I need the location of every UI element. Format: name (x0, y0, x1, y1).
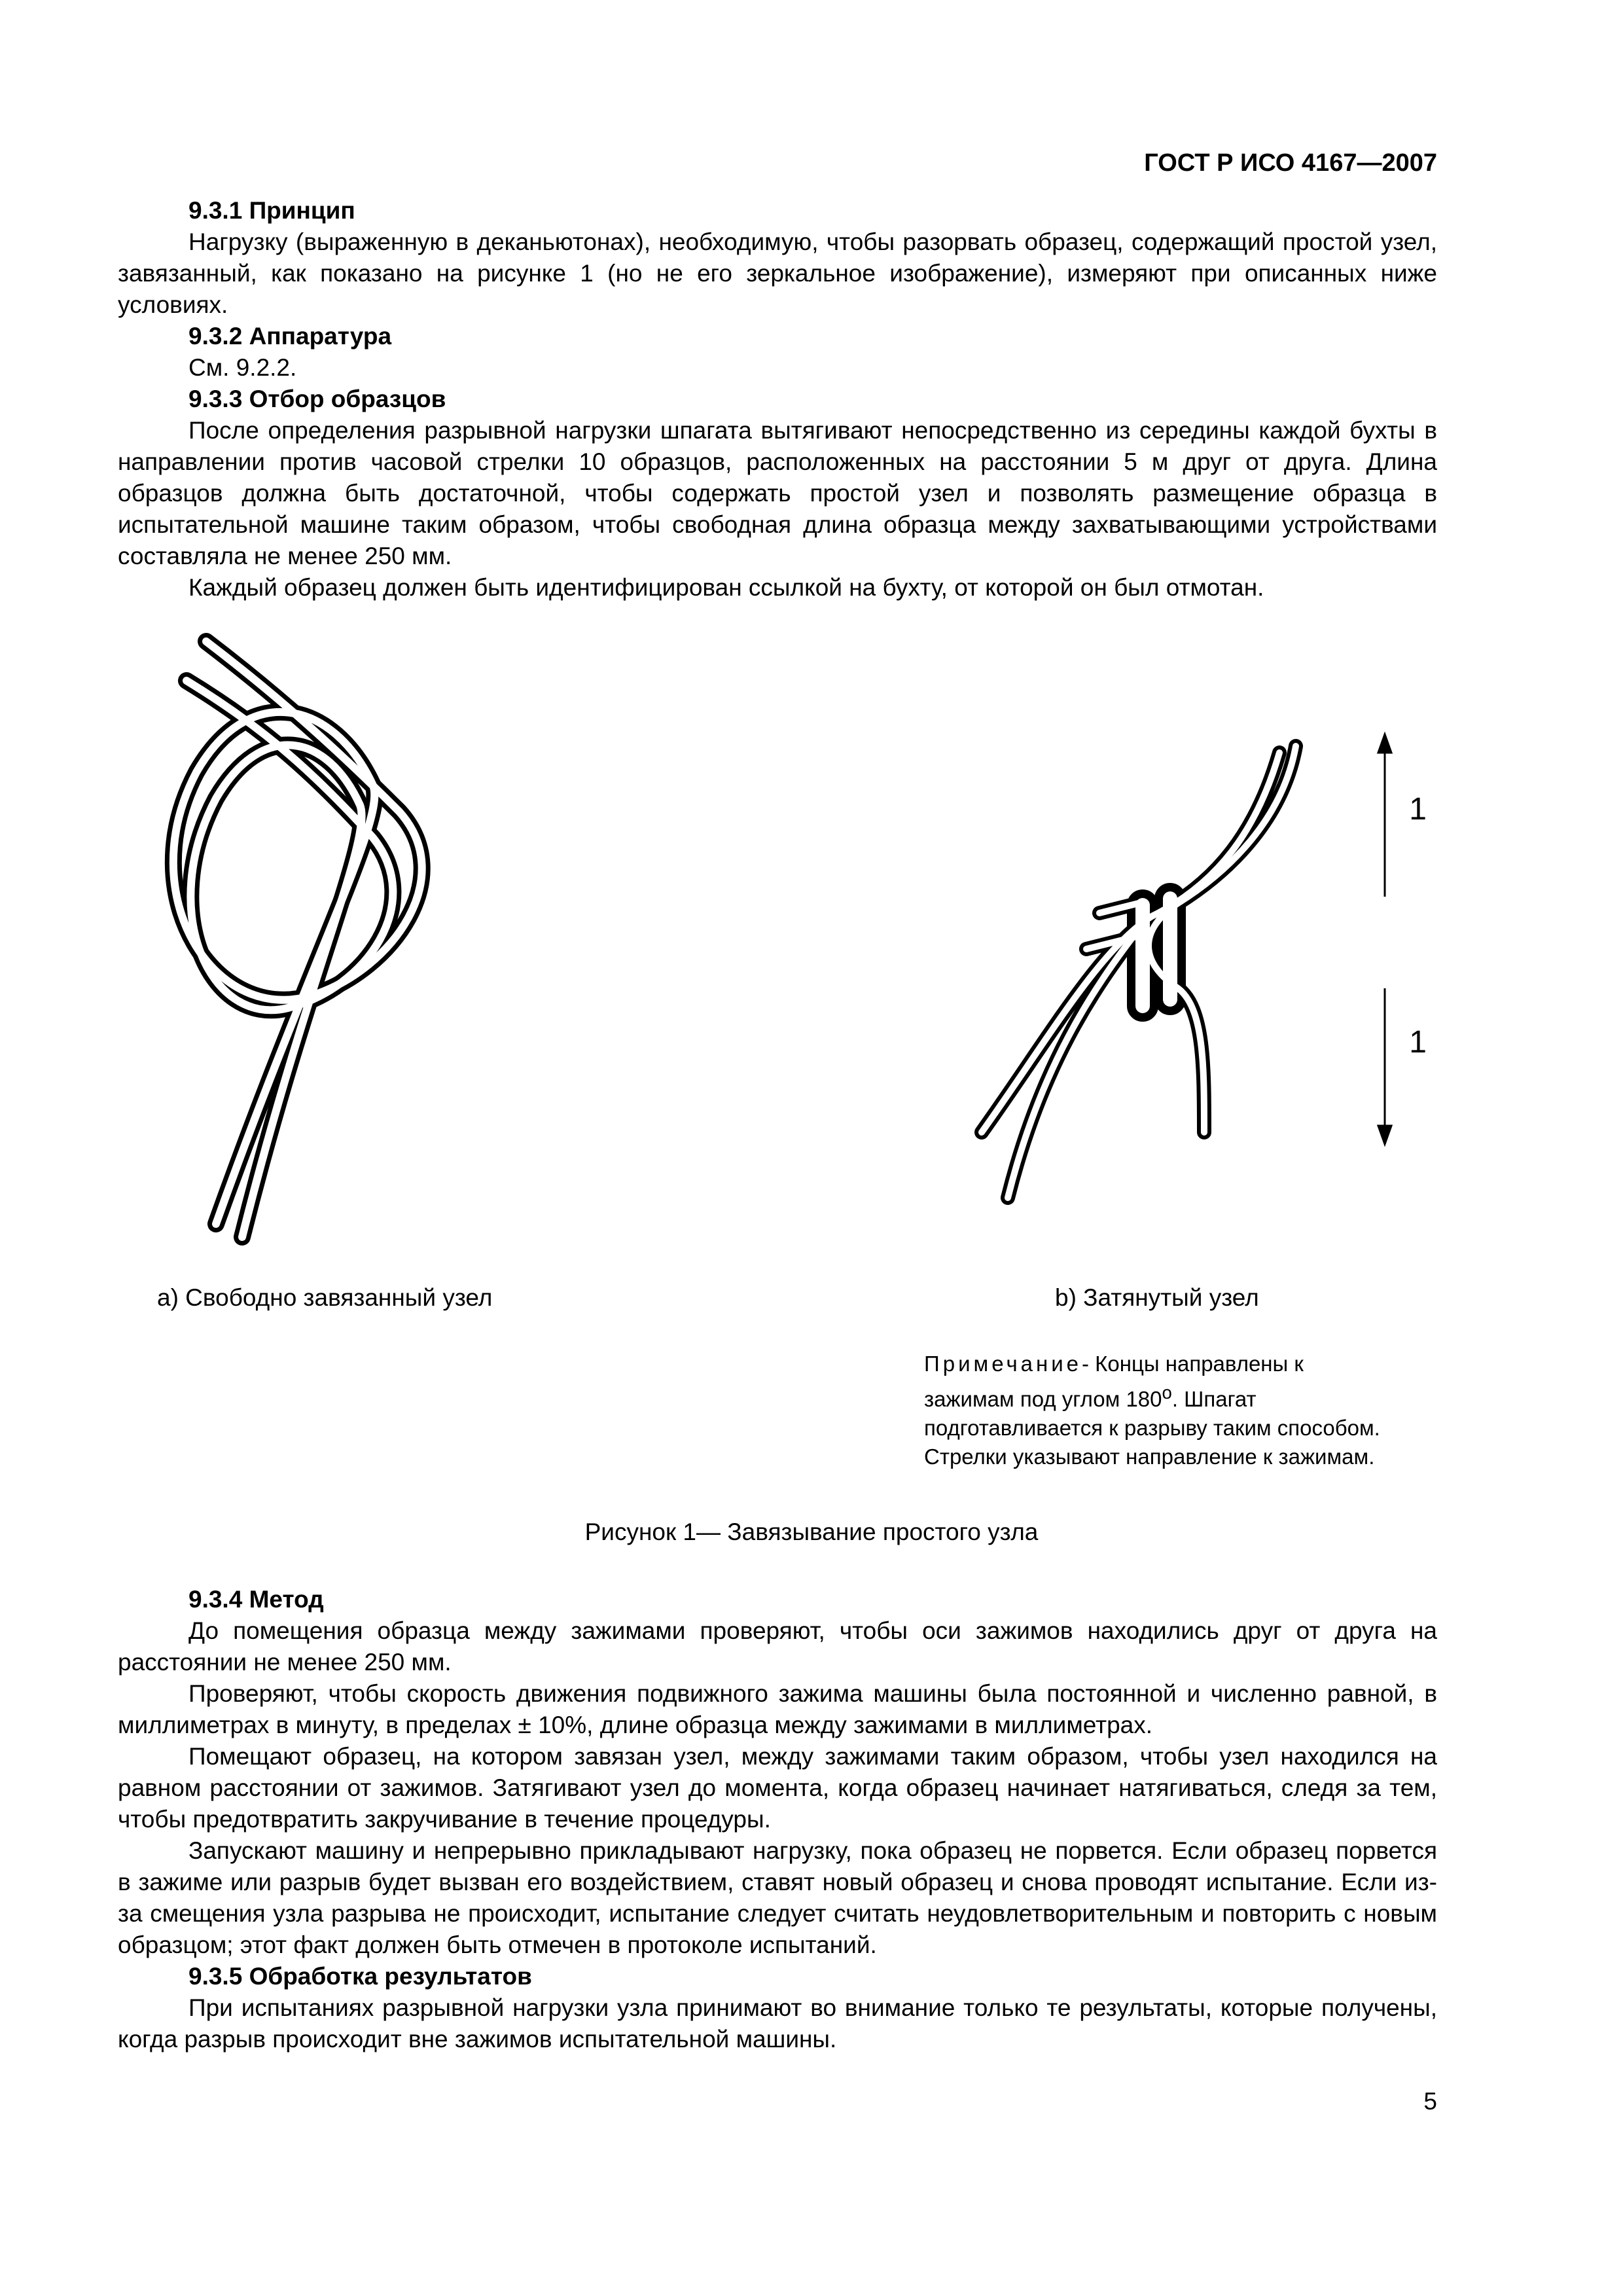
paragraph-method-1: До помещения образца между зажимами проверяют, чтобы оси зажимов находились друг от друга на расстоянии не менее 250 мм. (118, 1617, 1437, 1676)
paragraph-method-4: Запускают машину и непрерывно прикладывают нагрузку, пока образец не порвется. Если образец порвется в зажиме или разрыв будет вызван его воздействием, ставят новый образец и снова проводят испытание. Если из-за смещения узла разрыва не происходит, испытание следует считать неудовлетворительным и повторить с новым образцом; этот факт должен быть отмечен в протоколе испытаний. (118, 1837, 1437, 1958)
tight-knot-illustration (982, 746, 1296, 1198)
direction-arrows (1378, 734, 1391, 1144)
paragraph-results: При испытаниях разрывной нагрузки узла принимают во внимание только те результаты, которые получены, когда разрыв происходит вне зажимов испытательной машины. (118, 1994, 1437, 2053)
loose-knot-illustration (173, 641, 422, 1237)
paragraph-method-3: Помещают образец, на котором завязан узел, между зажимами таким образом, чтобы узел находился на равном расстоянии от зажимов. Затягивают узел до момента, когда образец начинает натягиваться, следя за тем, чтобы предотвратить закручивание в течение процедуры. (118, 1743, 1437, 1833)
heading-principle: 9.3.1 Принцип (188, 197, 355, 224)
paragraph-method-2: Проверяют, чтобы скорость движения подвижного зажима машины была постоянной и численно равной, в миллиметрах в минуту, в пределах ± 10%, длине образца между зажимами в миллиметрах. (118, 1680, 1437, 1738)
arrow-label-bottom: 1 (1409, 1025, 1427, 1060)
paragraph-apparatus: См. 9.2.2. (188, 354, 297, 381)
document-code-header: ГОСТ Р ИСО 4167—2007 (1144, 149, 1437, 177)
figure-knot (118, 622, 1437, 1469)
page-number: 5 (1423, 2088, 1437, 2115)
sections-bottom (118, 1584, 1437, 2055)
heading-sampling: 9.3.3 Отбор образцов (188, 386, 446, 412)
caption-loose-knot: а) Свободно завязанный узел (157, 1284, 493, 1311)
paragraph-sampling-1: После определения разрывной нагрузки шпагата вытягивают непосредственно из середины каждой бухты в направлении против часовой стрелки 10 образцов, расположенных на расстоянии 5 м друг от друга. Длина образцов должна быть достаточной, чтобы содержать простой узел и позволять размещение образца в испытательной машине таким образом, чтобы свободная длина образца между захватывающими устройствами составляла не менее 250 мм. (118, 417, 1437, 569)
figure-note (924, 1350, 1395, 1471)
arrow-down-icon (1378, 1126, 1391, 1144)
sections-top (118, 195, 1437, 603)
heading-method: 9.3.4 Метод (188, 1586, 324, 1613)
caption-tight-knot: b) Затянутый узел (1055, 1284, 1259, 1311)
figure-title: Рисунок 1— Завязывание простого узла (584, 1518, 1039, 1545)
heading-results: 9.3.5 Обработка результатов (188, 1963, 532, 1990)
paragraph-sampling-2: Каждый образец должен быть идентифицирован ссылкой на бухту, от которой он был отмотан. (188, 574, 1264, 601)
note-text-rest: . Шпагат подготавливается к разрыву таким способом. Стрелки указывают направление к зажимам. (924, 1387, 1380, 1469)
arrow-label-top: 1 (1409, 792, 1427, 827)
note-label: Примечание (924, 1352, 1082, 1376)
note-degree: o (1162, 1382, 1172, 1403)
arrow-up-icon (1378, 734, 1391, 753)
paragraph-principle: Нагрузку (выраженную в деканьютонах), необходимую, чтобы разорвать образец, содержащий простой узел, завязанный, как показано на рисунке 1 (но не его зеркальное изображение), измеряют при описанных ниже условиях. (118, 228, 1437, 318)
knot-drawings (118, 622, 1437, 1309)
note-text: - Концы направлены к зажимам под углом 180 (924, 1352, 1304, 1411)
heading-apparatus: 9.3.2 Аппаратура (188, 323, 392, 350)
